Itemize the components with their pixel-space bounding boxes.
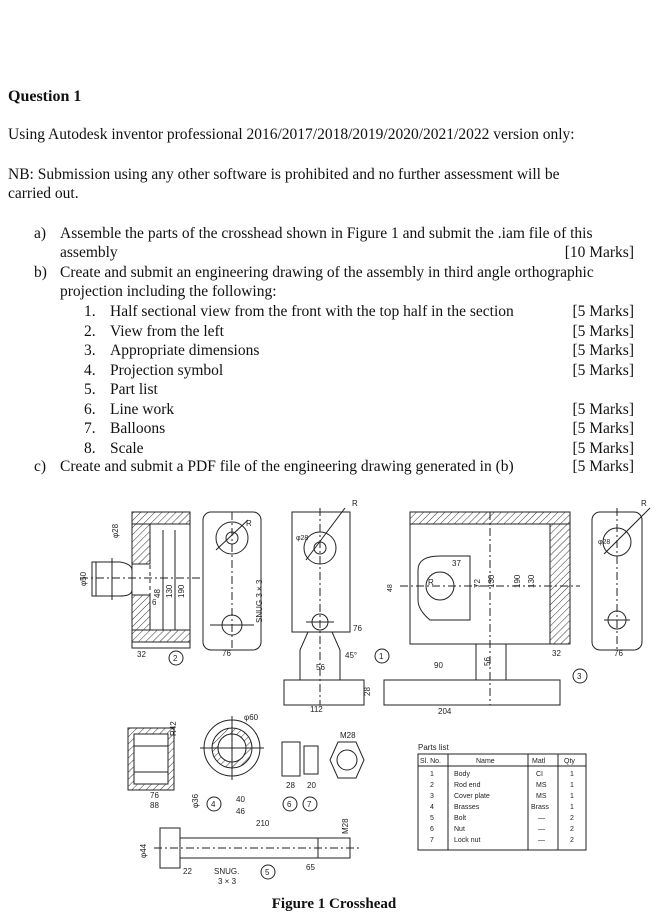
dim-22: 22 — [183, 867, 192, 876]
balloon-2-label: 2 — [173, 654, 178, 663]
table-cell: 1 — [570, 782, 574, 789]
dim-130-side: 130 — [487, 574, 496, 588]
dim-204: 204 — [438, 707, 452, 716]
task-a-line1: Assemble the parts of the crosshead shown in Figure 1 and submit the .iam file of this — [60, 225, 593, 242]
table-cell: Nut — [454, 826, 465, 833]
table-cell: Bolt — [454, 815, 467, 822]
dim-48-side: 48 — [387, 584, 394, 592]
list-item — [0, 341, 668, 361]
balloon-6-label: 6 — [287, 800, 292, 809]
dim-phi36: φ36 — [191, 793, 200, 808]
table-cell: 2 — [570, 826, 574, 833]
dim-190: 190 — [177, 584, 186, 598]
dim-76-a: 76 — [222, 649, 231, 658]
bolt-view — [154, 828, 360, 868]
nb-line-2: carried out. — [8, 185, 79, 202]
dim-6: 6 — [152, 598, 157, 607]
dim-112: 112 — [310, 705, 323, 714]
parts-list-rows — [430, 771, 574, 844]
table-cell: 6 — [430, 826, 434, 833]
dim-40: 40 — [236, 795, 245, 804]
item-text: Appropriate dimensions — [110, 342, 260, 359]
item-text: Scale — [110, 439, 144, 457]
table-cell: Cover plate — [454, 793, 490, 800]
table-cell: 5 — [430, 815, 434, 822]
dim-65: 65 — [306, 863, 315, 872]
cover-plate-view — [592, 508, 650, 650]
list-item — [0, 439, 668, 459]
task-a-marks: [10 Marks] — [564, 244, 634, 261]
body-side-view — [384, 512, 580, 705]
item-marks: [5 Marks] — [572, 400, 634, 418]
table-cell: Rod end — [454, 782, 481, 789]
table-cell: Brass — [531, 804, 549, 811]
dim-phi28-b: φ28 — [296, 535, 309, 542]
item-text: Half sectional view from the front with the top half in the section — [110, 303, 514, 320]
task-a — [0, 224, 668, 264]
balloon-5-label: 5 — [265, 868, 270, 877]
item-marks: [5 Marks] — [572, 342, 634, 359]
dim-R42: R42 — [169, 721, 178, 736]
dim-32: 32 — [137, 650, 146, 659]
table-cell: Brasses — [454, 804, 480, 811]
dim-phi28-c: φ28 — [598, 539, 611, 546]
table-header: Qty — [564, 758, 575, 765]
task-c-marks: [5 Marks] — [572, 458, 634, 475]
dim-20: 20 — [307, 781, 316, 790]
task-c-letter: c) — [34, 458, 47, 475]
software-requirement: Using Autodesk inventor professional 2016/2017/2018/2019/2020/2021/2022 version only: — [8, 126, 575, 143]
item-marks: [5 Marks] — [572, 439, 634, 457]
nb-line-1: NB: Submission using any other software is prohibited and no further assessment will be — [8, 166, 560, 183]
item-marks: [5 Marks] — [572, 322, 634, 340]
table-cell: 2 — [570, 815, 574, 822]
table-cell: 4 — [430, 804, 434, 811]
table-cell: Body — [454, 771, 470, 778]
item-number: 3. — [84, 342, 96, 359]
parts-list-table — [418, 754, 586, 850]
list-item — [0, 419, 668, 439]
dim-R-body: R — [352, 499, 358, 508]
figure-caption: Figure 1 Crosshead — [271, 896, 397, 912]
dim-phi60: φ60 — [244, 713, 259, 722]
task-b-letter: b) — [34, 264, 47, 281]
list-item — [0, 322, 668, 342]
dim-phi28: φ28 — [111, 523, 120, 538]
table-cell: 2 — [430, 782, 434, 789]
snug-label: SNUG 3 × 3 — [255, 579, 264, 623]
table-cell: — — [538, 826, 545, 833]
task-c-line1: Create and submit a PDF file of the engineering drawing generated in (b) — [60, 458, 514, 475]
rod-end-view — [203, 512, 261, 650]
dim-R-cover: R — [641, 499, 647, 508]
dim-phi44: φ44 — [139, 843, 148, 858]
list-item — [0, 302, 668, 322]
nuts-view — [282, 742, 364, 778]
dim-48: 48 — [153, 589, 162, 598]
table-cell: MS — [536, 793, 547, 800]
item-number: 8. — [84, 439, 96, 457]
item-marks: [5 Marks] — [572, 361, 634, 379]
balloon-7-label: 7 — [307, 800, 312, 809]
item-text: Line work — [110, 400, 175, 418]
task-a-letter: a) — [34, 225, 47, 242]
dim-37: 37 — [452, 559, 461, 568]
table-cell: CI — [536, 771, 543, 778]
table-cell: 1 — [570, 804, 574, 811]
crosshead-drawing — [0, 490, 668, 895]
table-cell: 1 — [570, 771, 574, 778]
dim-90: 90 — [434, 661, 443, 670]
body-sectional-view — [80, 512, 200, 648]
item-text: Part list — [110, 381, 158, 398]
task-c — [0, 457, 668, 477]
dim-130-side-b: 130 — [527, 574, 536, 588]
dim-76-c: 76 — [614, 649, 623, 658]
table-cell: — — [538, 815, 545, 822]
dim-190-side: 190 — [513, 574, 522, 588]
item-number: 6. — [84, 400, 96, 418]
item-number: 2. — [84, 322, 96, 340]
brasses-view — [128, 716, 264, 790]
dim-phi50: φ50 — [79, 571, 88, 586]
task-b-line2: projection including the following: — [60, 283, 277, 300]
dim-28: 28 — [363, 687, 372, 696]
balloon-4-label: 4 — [211, 800, 216, 809]
table-cell: 3 — [430, 793, 434, 800]
task-b — [0, 263, 668, 303]
item-number: 4. — [84, 361, 96, 379]
question-title: Question 1 — [8, 88, 82, 105]
dim-R-rodend: R — [246, 519, 252, 528]
dim-45deg: 45° — [345, 651, 358, 660]
table-cell: MS — [536, 782, 547, 789]
task-b-list — [0, 302, 668, 462]
task-b-line1: Create and submit an engineering drawing of the assembly in third angle orthographic — [60, 264, 594, 281]
table-cell: 2 — [570, 837, 574, 844]
item-marks: [5 Marks] — [572, 420, 634, 437]
dim-32-side: 32 — [552, 649, 561, 658]
task-a-line2: assembly — [60, 244, 118, 261]
item-text: Balloons — [110, 420, 166, 437]
table-cell: 1 — [430, 771, 434, 778]
balloon-3-label: 3 — [577, 672, 582, 681]
table-cell: Lock nut — [454, 837, 481, 844]
dim-R-side: R — [428, 578, 434, 587]
table-cell: — — [538, 837, 545, 844]
item-number: 7. — [84, 420, 96, 437]
table-header: Matl — [532, 758, 546, 765]
dim-56-side: 56 — [483, 657, 492, 666]
item-marks: [5 Marks] — [572, 303, 634, 320]
item-text: View from the left — [110, 322, 224, 340]
balloon-1-label: 1 — [379, 652, 384, 661]
parts-list-title: Parts list — [418, 743, 449, 752]
dim-76-b: 76 — [353, 624, 362, 633]
table-cell: 7 — [430, 837, 434, 844]
dim-76-brass: 76 — [150, 791, 159, 800]
dim-46: 46 — [236, 807, 245, 816]
table-header: Sl. No. — [420, 758, 442, 765]
item-number: 1. — [84, 303, 96, 320]
snug-bolt-2: 3 × 3 — [218, 877, 237, 886]
nb-note — [8, 165, 628, 203]
item-number: 5. — [84, 381, 96, 398]
snug-bolt-1: SNUG. — [214, 867, 240, 876]
dim-28-nut: 28 — [286, 781, 295, 790]
dim-56: 56 — [316, 663, 325, 672]
dim-M28-bolt: M28 — [341, 818, 350, 834]
table-header: Name — [476, 758, 495, 765]
list-item — [0, 380, 668, 400]
dim-72: 72 — [473, 579, 482, 588]
table-cell: 1 — [570, 793, 574, 800]
dim-M28: M28 — [340, 731, 356, 740]
list-item — [0, 361, 668, 381]
dim-130: 130 — [165, 584, 174, 598]
item-text: Projection symbol — [110, 361, 224, 379]
dim-88: 88 — [150, 801, 159, 810]
list-item — [0, 400, 668, 420]
dim-210: 210 — [256, 819, 270, 828]
